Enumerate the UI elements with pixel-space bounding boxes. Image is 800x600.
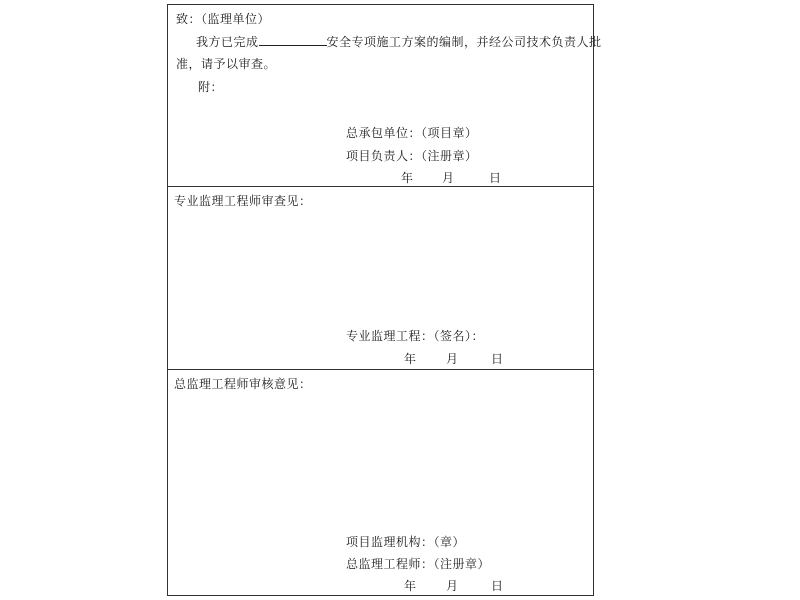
chief-engineer-seal-label: 总监理工程师：（注册章） <box>346 557 491 571</box>
date-month-label: 月 <box>446 352 459 366</box>
date-day-label: 日 <box>491 579 504 593</box>
specialist-signature-label: 专业监理工程：（签名）： <box>346 329 485 343</box>
chief-review-section <box>168 370 593 595</box>
date-year-label: 年 <box>404 579 417 593</box>
date-month-label: 月 <box>442 171 455 185</box>
project-manager-seal-label: 项目负责人：（注册章） <box>346 149 478 163</box>
specialist-review-section <box>168 187 593 370</box>
completion-statement-cont: 准，请予以审查。 <box>176 57 277 71</box>
approval-form <box>167 4 602 596</box>
project-name-blank <box>259 33 327 46</box>
date-day-label: 日 <box>489 171 502 185</box>
attachment-label: 附： <box>198 80 224 94</box>
contractor-seal-label: 总承包单位：（项目章） <box>346 126 478 140</box>
statement-suffix: 安全专项施工方案的编制，并经公司技术负责人批 <box>326 35 602 49</box>
date-year-label: 年 <box>401 171 414 185</box>
chief-review-heading: 总监理工程师审核意见： <box>174 377 312 391</box>
addressee-line: 致：（监理单位） <box>176 12 271 26</box>
supervision-org-seal-label: 项目监理机构：（章） <box>346 535 466 549</box>
statement-prefix: 我方已完成 <box>196 35 259 49</box>
date-year-label: 年 <box>404 352 417 366</box>
specialist-review-heading: 专业监理工程师审查见： <box>174 194 312 208</box>
date-day-label: 日 <box>491 352 504 366</box>
completion-statement <box>196 33 602 50</box>
date-month-label: 月 <box>446 579 459 593</box>
submission-section <box>168 5 602 187</box>
